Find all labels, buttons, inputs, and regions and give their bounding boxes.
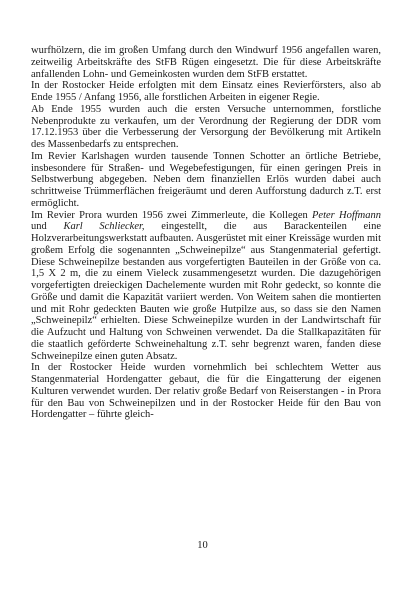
paragraph-4-text: Im Revier Karlshagen wurden tausende Tonnen Schotter an örtliche Betriebe, insbesondere für Straßen- und Wegebefestigungen, für einen geringen Preis in Selbstwerbung abgegeben. Neben dem finanziellen Erlös wurden dabei auch schrittweise Trümmerflächen freigeräumt und deren Aufforstung dadurch z.T. erst ermöglicht. (31, 150, 381, 209)
paragraph-5-text-conjunction: und (31, 221, 64, 233)
body-text (31, 45, 381, 421)
paragraph-3-text: Ab Ende 1955 wurden auch die ersten Versuche unternommen, forstliche Nebenprodukte zu verkaufen, um der Verordnung der Regierung der DDR vom 17.12.1953 über die Verbesserung der Versorgung der Bevölkerung mit Artikeln des Massenbedarfs zu entsprechen. (31, 103, 381, 150)
paragraph-2 (31, 80, 381, 104)
person-name-schliecker: Karl Schliecker, (63, 221, 145, 233)
paragraph-1 (31, 45, 381, 80)
paragraph-1-text: wurfhölzern, die im großen Umfang durch den Windwurf 1956 angefallen waren, zeitweilig Arbeitskräfte des StFB Rügen eingesetzt. Die für diese Arbeitskräfte anfallenden Lohn- und Gemeinkosten wurden dem StFB erstattet. (31, 45, 381, 80)
paragraph-2-text: In der Rostocker Heide erfolgten mit dem Einsatz eines Revierförsters, also ab Ende 1955 / Anfang 1956, alle forstlichen Arbeiten in eigener Regie. (31, 80, 381, 103)
paragraph-5-text-start: Im Revier Prora wurden 1956 zwei Zimmerleute, die Kollegen (31, 209, 313, 221)
paragraph-6 (31, 362, 381, 421)
paragraph-4 (31, 151, 381, 210)
paragraph-5 (31, 210, 381, 363)
person-name-hoffmann: Peter Hoffmann (312, 209, 381, 221)
paragraph-5-text-rest: eingestellt, die aus Barackenteilen eine Holzverarbeitungswerkstatt aufbauten. Ausgerüstet mit einer Kreissäge wurden mit großem Erfolg die sogenannten „Schweinepilze“ aus Stangenmaterial gefertigt. Diese Schweinepilze bestanden aus vorgefertigten Bauteilen in der Größe von ca. 1,5 X 2 m, die zu einem Vieleck zusammengesetzt wurden. Die dazugehörigen vorgefertigten dreieckigen Dachelemente wurden mit Rohr gedeckt, so konnte die Größe und damit die Kapazität variiert werden. Von Weitem sahen die montierten und mit Rohr gedeckten Bauten wie große Hutpilze aus, so dass sie den Namen „Schweinepilz“ erhielten. Diese Schweinepilze wurden in der Landwirtschaft für die Aufzucht und Haltung von Schweinen verwendet. Da die Stallkapazitäten für die staatlich geförderte Schweinehaltung z.T. sehr begrenzt waren, fanden diese Schweinepilze einen guten Absatz. (31, 221, 381, 362)
paragraph-3 (31, 104, 381, 151)
page-number: 10 (197, 540, 208, 551)
paragraph-6-text: In der Rostocker Heide wurden vornehmlich bei schlechtem Wetter aus Stangenmaterial Hordengatter gebaut, die für die Eingatterung der eigenen Kulturen verwendet wurden. Der relativ große Bedarf von Reiserstangen - in Prora für den Bau von Schweinepilzen und in der Rostocker Heide für den Bau von Hordengatter – führte gleich- (31, 362, 381, 421)
